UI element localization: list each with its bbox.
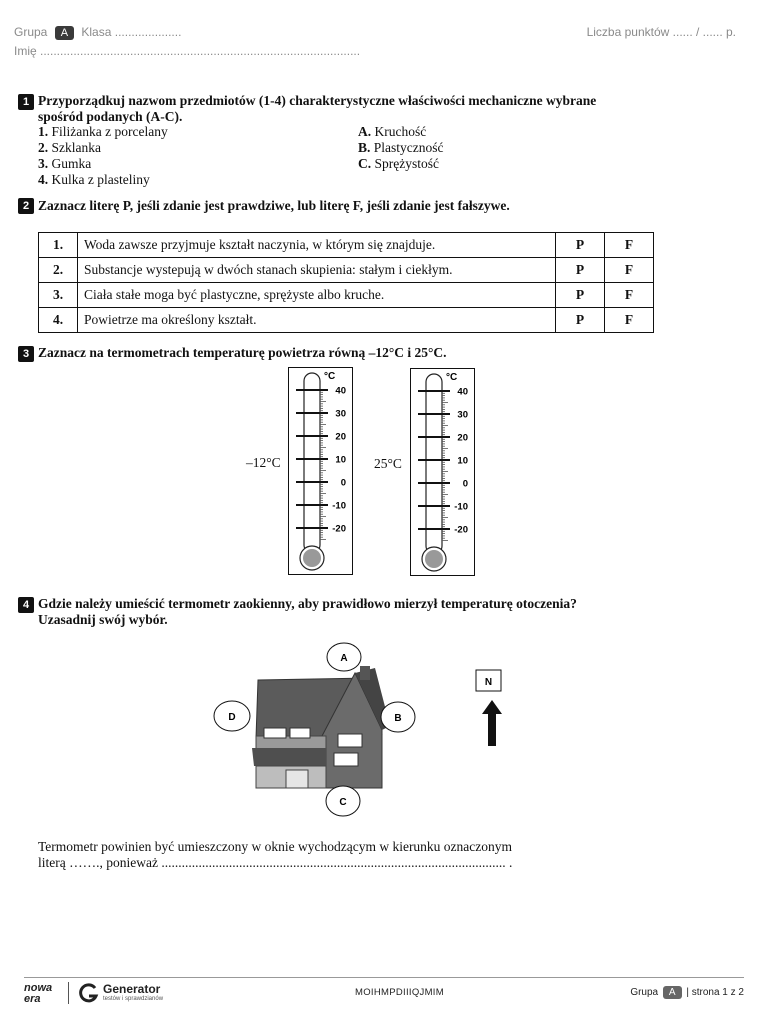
tick-label: 20 xyxy=(457,432,468,444)
answer-f[interactable]: F xyxy=(605,258,654,283)
header-group xyxy=(14,25,181,40)
tick-label: 0 xyxy=(462,478,468,490)
tick-label: 10 xyxy=(335,454,346,466)
answer-f[interactable]: F xyxy=(605,308,654,333)
window xyxy=(334,753,358,766)
document-code: MOIHMPDIIIQJMIM xyxy=(355,987,444,998)
row-statement: Powietrze ma określony kształt. xyxy=(78,308,556,333)
house-diagram xyxy=(210,638,520,823)
footer-page-info xyxy=(630,986,744,999)
group-label: Grupa xyxy=(14,25,48,39)
generator-logo-icon xyxy=(78,982,100,1004)
group-badge: A xyxy=(55,26,74,40)
q1-item: 3. Gumka xyxy=(38,156,92,171)
footer-divider xyxy=(24,977,744,978)
label-d: D xyxy=(228,712,236,723)
tick-label: 40 xyxy=(457,386,468,398)
generator-subtitle: testów i sprawdzianów xyxy=(103,996,164,1002)
q3-number: 3 xyxy=(18,346,34,362)
q1-item: 2. Szklanka xyxy=(38,140,101,155)
row-number: 4. xyxy=(39,308,78,333)
tick-label: 30 xyxy=(457,409,468,421)
table-row xyxy=(39,258,654,283)
table-row xyxy=(39,308,654,333)
q1-text-line1: Przyporządkuj nazwom przedmiotów (1-4) charakterystyczne właściwości mechaniczne wybrane xyxy=(38,93,597,108)
tick-label: -10 xyxy=(454,501,468,513)
row-number: 2. xyxy=(39,258,78,283)
tick-label: 0 xyxy=(340,477,346,489)
name-label: Imię ................................................................................................ xyxy=(14,44,361,58)
tick-label: 30 xyxy=(335,408,346,420)
unit-label: °C xyxy=(324,371,336,382)
window xyxy=(264,728,286,738)
tick-label: -10 xyxy=(332,500,346,512)
tick-label: 40 xyxy=(335,385,346,397)
logo-divider xyxy=(68,982,69,1004)
q3-text: Zaznacz na termometrach temperaturę powietrza równą –12°C i 25°C. xyxy=(38,345,447,360)
window xyxy=(338,734,362,747)
tick-label: 20 xyxy=(335,431,346,443)
q1-option: B. Plastyczność xyxy=(358,140,444,155)
garage-door xyxy=(286,770,308,788)
footer-group-badge: A xyxy=(663,986,682,999)
table-row xyxy=(39,283,654,308)
answer-f[interactable]: F xyxy=(605,283,654,308)
row-number: 1. xyxy=(39,233,78,258)
unit-label: °C xyxy=(446,372,458,383)
row-statement: Substancje wystepują w dwóch stanach skupienia: stałym i ciekłym. xyxy=(78,258,556,283)
footer-group-label: Grupa xyxy=(630,987,659,998)
tick-label: 10 xyxy=(457,455,468,467)
q4-text-line1: Gdzie należy umieścić termometr zaokienny, aby prawidłowo mierzył temperaturę otoczenia? xyxy=(38,596,577,611)
chimney xyxy=(360,666,370,680)
q1-text-line2: spośród podanych (A-C). xyxy=(38,109,183,124)
q1-number: 1 xyxy=(18,94,34,110)
tick-label: -20 xyxy=(332,523,346,535)
answer-f[interactable]: F xyxy=(605,233,654,258)
answer-p[interactable]: P xyxy=(556,258,605,283)
north-label: N xyxy=(484,677,493,688)
thermometer-2[interactable] xyxy=(410,368,476,578)
generator-title: Generator xyxy=(103,982,161,996)
true-false-table xyxy=(38,232,654,333)
nowa-era-logo: nowa era xyxy=(24,982,53,1005)
answer-p[interactable]: P xyxy=(556,233,605,258)
label-b: B xyxy=(394,713,402,724)
q1-option: A. Kruchość xyxy=(358,124,427,139)
thermometer-1-label: –12°C xyxy=(246,455,281,470)
tick-label: -20 xyxy=(454,524,468,536)
label-a: A xyxy=(340,653,348,664)
q4-text-line2: Uzasadnij swój wybór. xyxy=(38,612,168,627)
table-row xyxy=(39,233,654,258)
label-c: C xyxy=(339,797,347,808)
thermometer-2-label: 25°C xyxy=(374,456,402,471)
q2-number: 2 xyxy=(18,198,34,214)
row-number: 3. xyxy=(39,283,78,308)
q1-option: C. Sprężystość xyxy=(358,156,439,171)
q4-number: 4 xyxy=(18,597,34,613)
class-label: Klasa .................... xyxy=(81,25,182,39)
q4-answer-line1: Termometr powinien być umieszczony w oknie wychodzącym w kierunku oznaczonym xyxy=(38,839,513,854)
q2-text: Zaznacz literę P, jeśli zdanie jest prawdziwe, lub literę F, jeśli zdanie jest fałszywe. xyxy=(38,198,510,213)
thermometer-1[interactable] xyxy=(288,367,354,577)
page-number: | strona 1 z 2 xyxy=(686,987,744,998)
answer-p[interactable]: P xyxy=(556,308,605,333)
answer-p[interactable]: P xyxy=(556,283,605,308)
window xyxy=(290,728,310,738)
north-arrow-icon xyxy=(482,700,502,746)
row-statement: Ciała stałe moga być plastyczne, sprężyste albo kruche. xyxy=(78,283,556,308)
q4-answer-line2[interactable]: literą ……., ponieważ ...................................................................................................... . xyxy=(38,855,513,870)
points-label: Liczba punktów ...... / ...... p. xyxy=(586,25,736,39)
q1-item: 1. Filiżanka z porcelany xyxy=(38,124,168,139)
row-statement: Woda zawsze przyjmuje kształt naczynia, w którym się znajduje. xyxy=(78,233,556,258)
garage-roof xyxy=(252,748,326,766)
q1-item: 4. Kulka z plasteliny xyxy=(38,172,150,187)
